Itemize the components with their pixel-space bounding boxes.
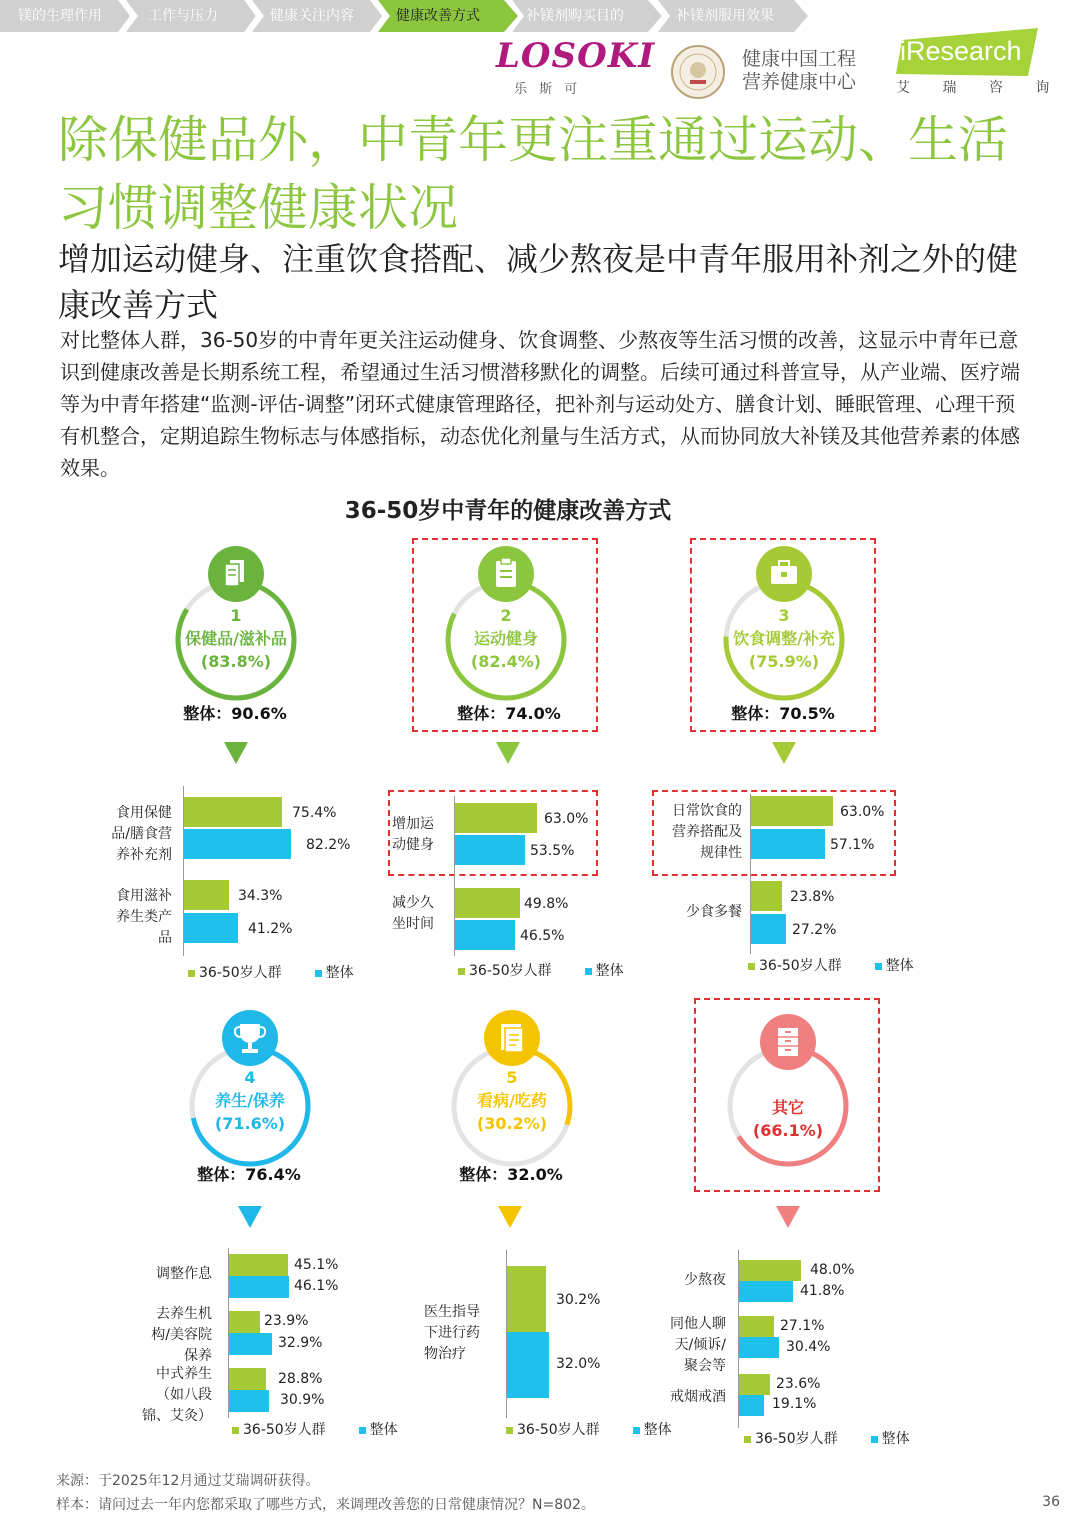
tab-purchase-purpose[interactable] <box>512 0 662 32</box>
legend-overall: 整体 <box>595 963 624 979</box>
bar-overall-value <box>751 829 825 859</box>
legend-overall: 整体 <box>369 1422 398 1438</box>
footer-source: 来源：于2025年12月通过艾瑞调研获得。 <box>56 1473 320 1489</box>
cat-line: 动健身 <box>392 837 434 853</box>
data-label: 34.3% <box>238 888 283 904</box>
category-label <box>392 814 446 856</box>
cat-line: 同他人聊 <box>670 1316 726 1332</box>
category-label <box>646 1387 726 1408</box>
legend <box>744 1428 910 1448</box>
tab-label: 健康改善方式 <box>396 8 480 24</box>
legend-group: 36-50岁人群 <box>755 1431 838 1447</box>
data-label: 30.2% <box>556 1292 601 1308</box>
category-label <box>660 801 742 864</box>
data-label: 23.8% <box>790 889 835 905</box>
legend-group: 36-50岁人群 <box>243 1422 326 1438</box>
bar-overall-value <box>229 1333 272 1355</box>
legend <box>458 960 624 980</box>
data-label: 45.1% <box>294 1257 339 1273</box>
data-label: 57.1% <box>830 837 875 853</box>
bar-group-value <box>739 1374 770 1395</box>
cat-line: （如八段 <box>156 1387 212 1403</box>
losoki-cn: 乐 斯 可 <box>514 82 582 97</box>
cat-line: 戒烟戒酒 <box>670 1389 726 1405</box>
bar-overall-value <box>229 1276 289 1298</box>
page-title: 除保健品外，中青年更注重通过运动、生活习惯调整健康状况 <box>58 111 1008 237</box>
data-label: 41.8% <box>800 1283 845 1299</box>
briefcase-icon <box>756 546 812 602</box>
cat-line: 品/膳食营 <box>111 826 172 842</box>
center-line1: 健康中国工程 <box>742 48 857 70</box>
method-name: 养生/保养 <box>215 1091 285 1110</box>
cat-line: 日常饮食的 <box>672 803 742 819</box>
down-arrow-icon <box>772 742 796 764</box>
rank: 4 <box>244 1068 256 1087</box>
data-label: 48.0% <box>810 1262 855 1278</box>
iresearch-wordmark: iResearch <box>900 36 1022 66</box>
losoki-wordmark: LOSOKI <box>496 36 656 76</box>
ring-2-label <box>438 604 574 673</box>
legend-group: 36-50岁人群 <box>469 963 552 979</box>
bar-overall-value <box>229 1390 269 1412</box>
tab-usage-effect[interactable] <box>658 0 808 32</box>
category-label <box>130 1304 212 1367</box>
rank: 2 <box>500 606 512 625</box>
ring-6-label <box>718 1096 858 1142</box>
category-label <box>660 902 742 923</box>
page-subtitle: 增加运动健身、注重饮食搭配、减少熬夜是中青年服用补剂之外的健康改善方式 <box>58 240 1019 324</box>
bar-overall-value <box>184 829 291 859</box>
data-label: 27.1% <box>780 1318 825 1334</box>
overall-value: 整体：76.4% <box>197 1165 301 1184</box>
ring-5-label <box>444 1066 580 1135</box>
category-label <box>96 886 172 949</box>
data-label: 63.0% <box>544 811 589 827</box>
data-label: 63.0% <box>840 804 885 820</box>
data-label: 19.1% <box>772 1396 817 1412</box>
bar-overall-value <box>739 1281 793 1302</box>
data-label: 27.2% <box>792 922 837 938</box>
rank: 5 <box>506 1068 518 1087</box>
cat-line: 天/倾诉/ <box>674 1337 726 1353</box>
category-label <box>646 1314 726 1377</box>
legend <box>748 955 914 975</box>
bar-overall-value <box>751 914 786 944</box>
bar-group-value <box>455 803 537 833</box>
down-arrow-icon <box>496 742 520 764</box>
data-label: 32.0% <box>556 1356 601 1372</box>
cabinet-icon <box>760 1014 816 1070</box>
tab-label: 镁的生理作用 <box>18 8 102 24</box>
cat-line: 坐时间 <box>392 916 434 932</box>
method-name: 保健品/滋补品 <box>185 629 287 648</box>
iresearch-cn: 艾 瑞 咨 询 <box>896 80 1064 96</box>
center-seal-icon <box>670 44 726 100</box>
bar-group-value <box>751 796 833 826</box>
bar-overall-value <box>455 920 515 950</box>
bar-overall-value <box>184 913 238 943</box>
ring-1-label <box>168 604 304 673</box>
tab-label: 健康关注内容 <box>270 8 354 24</box>
body-paragraph: 对比整体人群，36-50岁的中青年更关注运动健身、饮食调整、少熬夜等生活习惯的改善，这显示中青年已意识到健康改善是长期系统工程，希望通过生活习惯潜移默化的调整。后续可通过科普宣导，从产业端、医疗端等为中青年搭建“监测-评估-调整”闭环式健康管理路径，把补剂与运动处方、膳食计划、睡眠管理、心理干预有机整合，定期追踪生物标志与体感指标，动态优化剂量与生活方式，从而协同放大补镁及其他营养素的体感效果。 <box>60 328 1020 480</box>
data-label: 53.5% <box>530 843 575 859</box>
tab-work-stress[interactable] <box>126 0 256 32</box>
legend-overall: 整体 <box>885 958 914 974</box>
center-line2: 营养健康中心 <box>742 71 857 93</box>
bar-group-value <box>455 888 520 918</box>
data-label: 75.4% <box>292 805 337 821</box>
method-name: 看病/吃药 <box>477 1091 547 1110</box>
bar-group-value <box>184 797 282 827</box>
tab-label: 补镁剂服用效果 <box>676 8 774 24</box>
cat-line: 保养 <box>184 1348 212 1364</box>
method-pct: (82.4%) <box>470 652 542 671</box>
data-label: 46.5% <box>520 928 565 944</box>
data-label: 28.8% <box>278 1371 323 1387</box>
cat-line: 构/美容院 <box>151 1327 212 1343</box>
category-label <box>130 1364 212 1427</box>
method-pct: (66.1%) <box>752 1121 824 1140</box>
tab-label: 工作与压力 <box>148 8 218 24</box>
data-label: 49.8% <box>524 896 569 912</box>
data-label: 41.2% <box>248 921 293 937</box>
rank: 1 <box>230 606 242 625</box>
method-name: 其它 <box>771 1098 804 1117</box>
legend-group: 36-50岁人群 <box>517 1422 600 1438</box>
tab-health-focus[interactable] <box>252 0 382 32</box>
down-arrow-icon <box>776 1206 800 1228</box>
down-arrow-icon <box>224 742 248 764</box>
cat-line: 聚会等 <box>684 1358 726 1374</box>
bar-group-value <box>739 1316 774 1337</box>
bar-group-value <box>229 1254 288 1276</box>
legend <box>506 1419 672 1439</box>
cat-line: 去养生机 <box>156 1306 212 1322</box>
cat-line: 减少久 <box>392 895 434 911</box>
losoki-logo <box>496 36 655 97</box>
ring-4-label <box>182 1066 318 1135</box>
data-label: 32.9% <box>278 1335 323 1351</box>
page-number: 36 <box>1042 1494 1060 1510</box>
clipboard-icon <box>478 546 534 602</box>
cat-line: 调整作息 <box>156 1266 212 1282</box>
bar-overall-value <box>739 1337 779 1358</box>
cat-line: 锦、艾灸） <box>142 1408 212 1424</box>
overall-value: 整体：74.0% <box>457 704 561 723</box>
down-arrow-icon <box>498 1206 522 1228</box>
chart-title: 36-50岁中青年的健康改善方式 <box>344 498 672 524</box>
legend <box>232 1419 398 1439</box>
cat-line: 少熬夜 <box>684 1272 726 1288</box>
overall-value: 整体：70.5% <box>731 704 835 723</box>
bar-group-value <box>184 880 229 910</box>
cat-line: 养补充剂 <box>116 847 172 863</box>
iresearch-logo <box>896 28 1063 97</box>
cat-line: 医生指导 <box>424 1304 480 1320</box>
bar-overall-value <box>455 835 525 865</box>
cat-line: 营养搭配及 <box>672 824 742 840</box>
data-label: 82.2% <box>306 837 351 853</box>
legend-group: 36-50岁人群 <box>759 958 842 974</box>
data-label: 46.1% <box>294 1278 339 1294</box>
ring-3-label <box>712 604 856 673</box>
tab-health-improvement[interactable] <box>378 0 518 32</box>
legend-overall: 整体 <box>643 1422 672 1438</box>
cat-line: 品 <box>158 930 172 946</box>
center-name <box>742 48 856 94</box>
overall-value: 整体：90.6% <box>183 704 287 723</box>
bar-group-value <box>229 1311 260 1333</box>
bar-overall-value <box>507 1332 549 1398</box>
overall-value: 整体：32.0% <box>459 1165 563 1184</box>
cat-line: 中式养生 <box>156 1366 212 1382</box>
trophy-icon <box>222 1010 278 1066</box>
method-pct: (71.6%) <box>214 1114 286 1133</box>
data-label: 23.6% <box>776 1376 821 1392</box>
cat-line: 增加运 <box>392 816 434 832</box>
category-label <box>424 1302 496 1365</box>
legend-overall: 整体 <box>881 1431 910 1447</box>
category-label <box>96 803 172 866</box>
data-label: 30.4% <box>786 1339 831 1355</box>
data-label: 30.9% <box>280 1392 325 1408</box>
bar-group-value <box>739 1260 801 1281</box>
bar-group-value <box>507 1266 546 1332</box>
cat-line: 食用滋补 <box>116 888 172 904</box>
bar-overall-value <box>739 1395 764 1416</box>
cat-line: 规律性 <box>700 845 742 861</box>
category-label <box>392 893 446 935</box>
legend-overall: 整体 <box>325 965 354 981</box>
document-stack-icon <box>208 546 264 602</box>
method-name: 饮食调整/补充 <box>733 629 835 648</box>
cat-line: 养生类产 <box>116 909 172 925</box>
category-label <box>646 1270 726 1291</box>
method-pct: (75.9%) <box>748 652 820 671</box>
legend-group: 36-50岁人群 <box>199 965 282 981</box>
bar-group-value <box>751 881 782 911</box>
rank: 3 <box>778 606 790 625</box>
footer-sample: 样本：请问过去一年内您都采取了哪些方式，来调理改善您的日常健康情况？N=802。 <box>56 1497 595 1513</box>
receipt-icon <box>484 1010 540 1066</box>
data-label: 23.9% <box>264 1313 309 1329</box>
down-arrow-icon <box>238 1206 262 1228</box>
category-label <box>130 1264 212 1285</box>
cat-line: 食用保健 <box>116 805 172 821</box>
cat-line: 物治疗 <box>424 1346 466 1362</box>
method-pct: (30.2%) <box>476 1114 548 1133</box>
tab-magnesium-physiology[interactable] <box>0 0 130 32</box>
tab-label: 补镁剂购买目的 <box>526 8 624 24</box>
cat-line: 下进行药 <box>424 1325 480 1341</box>
bar-group-value <box>229 1368 266 1390</box>
method-pct: (83.8%) <box>200 652 272 671</box>
cat-line: 少食多餐 <box>686 904 742 920</box>
method-name: 运动健身 <box>473 629 538 648</box>
legend <box>188 962 354 982</box>
